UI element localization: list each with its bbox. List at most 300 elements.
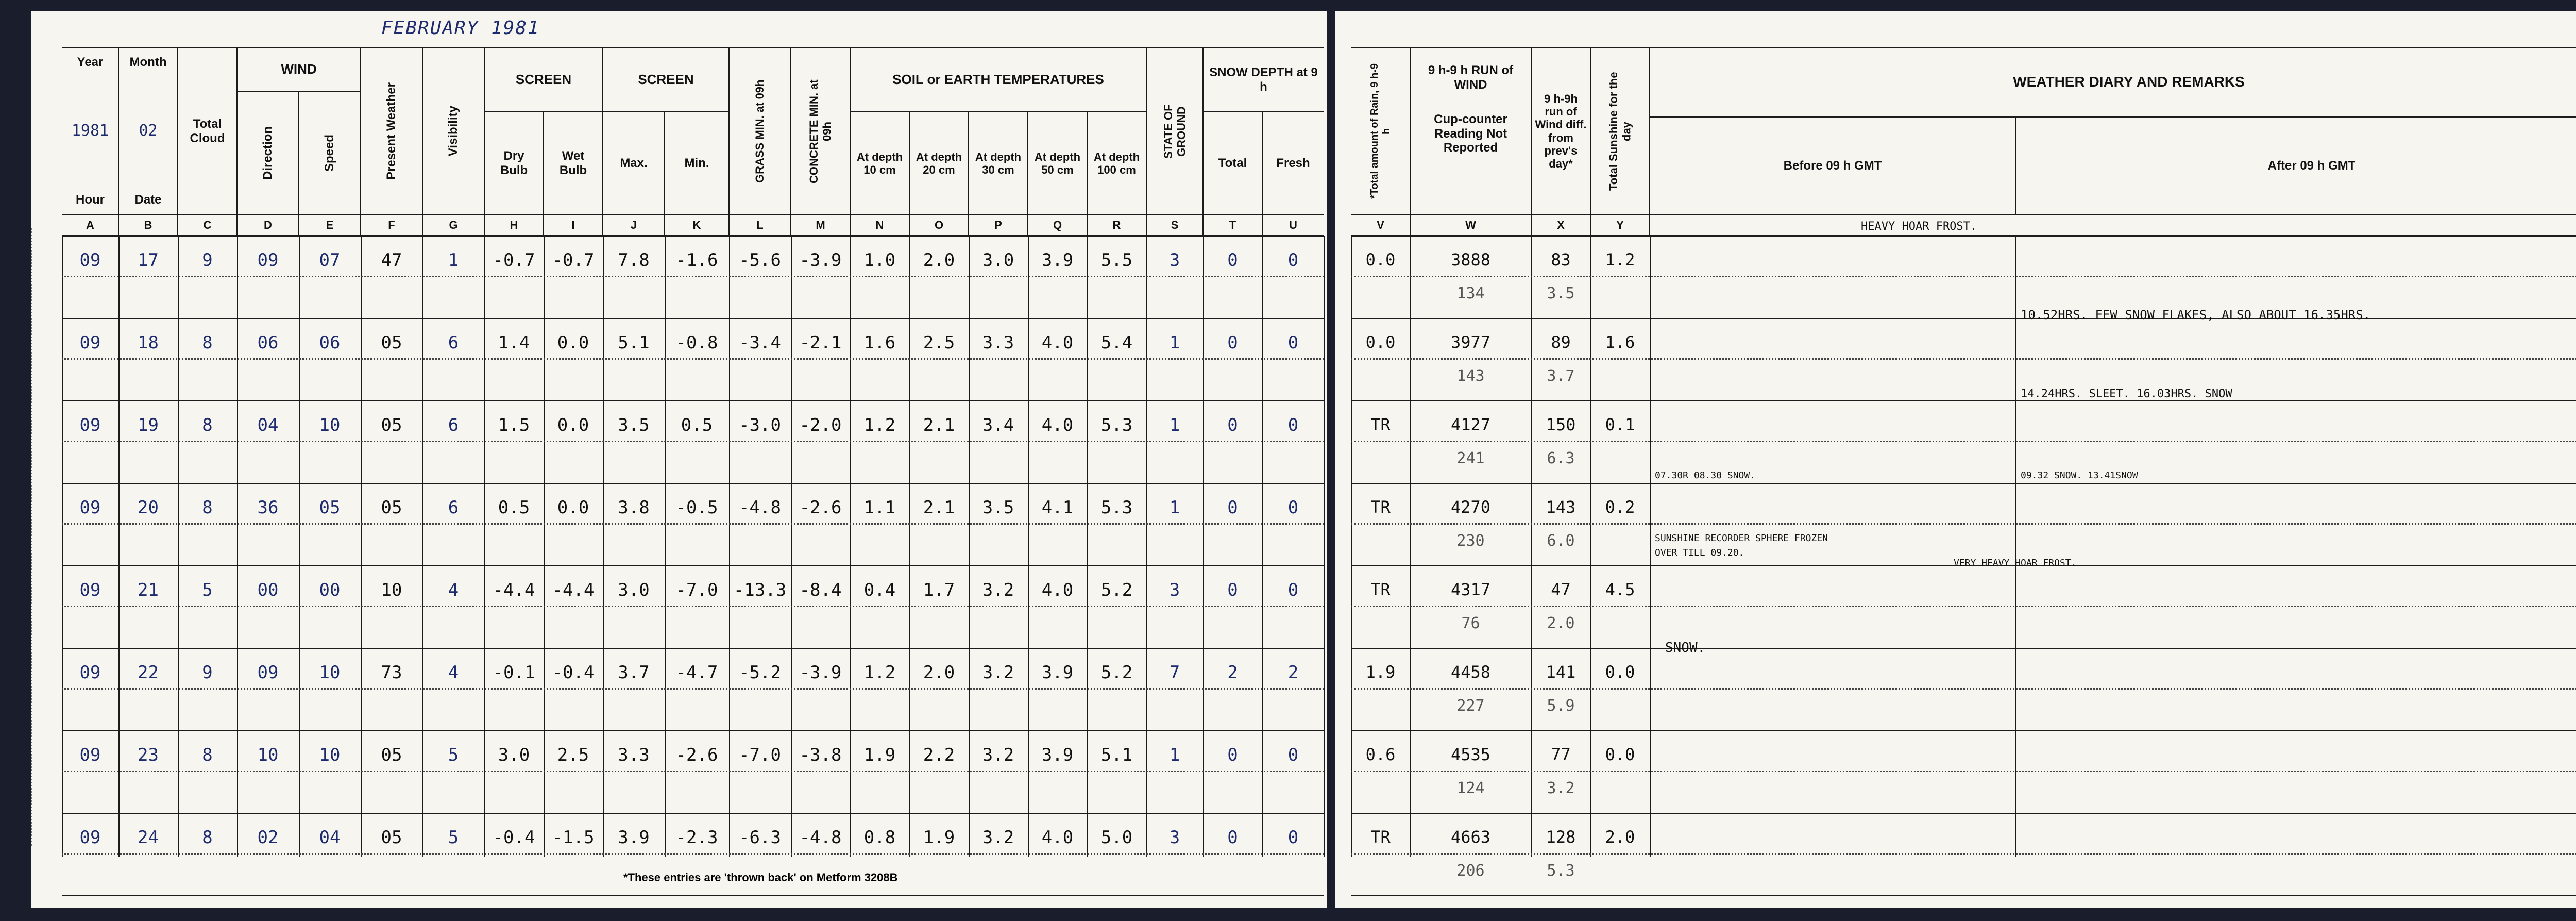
cell-value: 18 [138, 332, 159, 353]
cell-value: 09 [79, 415, 101, 436]
row-divider [62, 730, 1324, 731]
cell-value: 2.0 [923, 662, 955, 683]
dry-bulb-header [484, 112, 544, 215]
cell-value: 09 [79, 827, 101, 848]
summary-sub-value: 76 [1461, 614, 1480, 632]
remark-20-before: 07.30R 08.30 SNOW. [1655, 470, 1756, 481]
cell-value: 05 [381, 827, 402, 848]
cell-value: 3.9 [618, 827, 650, 848]
soil-depth-100-label: At depth 100 cm [1093, 150, 1140, 176]
cell-value: -0.7 [493, 250, 535, 271]
cell-value: 2.0 [923, 250, 955, 271]
cell-value: 00 [319, 580, 341, 600]
cell-value: -4.4 [552, 580, 595, 600]
cell-value: 5 [202, 580, 213, 600]
cell-value: 0.0 [557, 497, 589, 518]
wet-bulb-header [544, 112, 603, 215]
speed-label: Speed [323, 134, 337, 172]
row-dotted-line [1351, 358, 2576, 360]
cell-value: 1 [1169, 415, 1180, 436]
summary-value: 3888 [1450, 250, 1491, 270]
letter-row-blank [1650, 215, 2576, 236]
soil-depth-20-header [909, 112, 969, 215]
column-letter: U [1262, 215, 1324, 236]
wet-bulb-label: Wet Bulb [559, 149, 587, 177]
cell-value: -2.6 [675, 745, 718, 765]
column-letter: L [729, 215, 791, 236]
before-label: Before 09 h GMT [1783, 159, 1882, 173]
summary-sub-value: 3.7 [1547, 367, 1575, 385]
summary-value: 0.0 [1365, 250, 1396, 270]
cell-value: 8 [202, 745, 213, 765]
screen-group-header-1 [484, 47, 603, 112]
cell-value: 09 [79, 250, 101, 271]
cell-value: 0.8 [863, 827, 896, 848]
cell-value: 1.9 [863, 745, 896, 765]
summary-value: 1.6 [1605, 332, 1635, 352]
cell-value: 4.0 [1041, 415, 1074, 436]
summary-value: 0.0 [1365, 332, 1396, 352]
cell-value: 3.0 [618, 580, 650, 600]
summary-value: 150 [1546, 415, 1576, 434]
column-letter: O [909, 215, 969, 236]
cell-value: 47 [381, 250, 402, 271]
cell-value: 1.1 [863, 497, 896, 518]
wind-diff-header [1531, 47, 1590, 215]
cell-value: 8 [202, 827, 213, 848]
cup-counter-label: Cup-counter Reading Not Reported [1434, 112, 1507, 155]
cell-value: 1.2 [863, 415, 896, 436]
cell-value: 3.3 [618, 745, 650, 765]
cell-value: -4.8 [739, 497, 781, 518]
cell-value: -2.0 [799, 415, 842, 436]
left-ledger-page [31, 11, 1327, 908]
row-dotted-line [62, 523, 1324, 525]
cell-value: 0.5 [681, 415, 713, 436]
column-letter: N [850, 215, 909, 236]
after-label: After 09 h GMT [2267, 159, 2356, 173]
cell-value: 1 [448, 250, 459, 271]
cell-value: 5 [448, 745, 459, 765]
cell-value: 73 [381, 662, 402, 683]
row-divider [1351, 813, 2576, 814]
summary-value: 4317 [1450, 580, 1491, 599]
cell-value: -3.0 [739, 415, 781, 436]
summary-sub-value: 3.5 [1547, 284, 1575, 303]
summary-sub-value: 230 [1456, 532, 1485, 550]
cell-value: 0 [1227, 827, 1238, 848]
summary-value: 47 [1551, 580, 1571, 599]
cell-value: -7.0 [675, 580, 718, 600]
wind-run-label: 9 h-9 h RUN of WIND [1428, 63, 1514, 92]
cell-value: 04 [319, 827, 341, 848]
cell-value: -7.0 [739, 745, 781, 765]
present-weather-label: Present Weather [384, 82, 399, 180]
remark-21-after: VERY HEAVY HOAR FROST. [1954, 558, 2077, 568]
cell-value: 6 [448, 415, 459, 436]
month-label: Month [129, 55, 167, 69]
cell-value: -0.1 [493, 662, 535, 683]
dry-bulb-label: Dry Bulb [500, 149, 528, 177]
row-divider [62, 895, 1324, 896]
row-divider [62, 565, 1324, 566]
cell-value: 0 [1287, 250, 1299, 271]
direction-label: Direction [261, 126, 275, 180]
row-divider [1351, 318, 2576, 319]
cell-value: 3.8 [618, 497, 650, 518]
cell-value: -4.7 [675, 662, 718, 683]
cell-value: 3.7 [618, 662, 650, 683]
column-letter: R [1087, 215, 1146, 236]
cell-value: -13.3 [733, 580, 787, 600]
column-letter: I [544, 215, 603, 236]
wind-run-header [1410, 47, 1531, 215]
cell-value: 4 [448, 580, 459, 600]
column-letter: T [1203, 215, 1262, 236]
cell-value: 20 [138, 497, 159, 518]
min-header [665, 112, 729, 215]
visibility-header [422, 47, 484, 215]
summary-value: TR [1370, 580, 1391, 599]
cell-value: 05 [319, 497, 341, 518]
cell-value: 2.2 [923, 745, 955, 765]
summary-value: 89 [1551, 332, 1571, 352]
cell-value: -2.1 [799, 332, 842, 353]
date-label: Date [134, 193, 162, 207]
cell-value: -0.5 [675, 497, 718, 518]
summary-value: 4535 [1450, 745, 1491, 764]
summary-sub-value: 6.3 [1547, 449, 1575, 467]
cell-value: 9 [202, 250, 213, 271]
cell-value: 0 [1227, 745, 1238, 765]
snow-depth-group-header [1203, 47, 1324, 112]
cell-value: -3.9 [799, 662, 842, 683]
column-letter: F [361, 215, 422, 236]
after-header [2015, 117, 2576, 215]
summary-value: 3977 [1450, 332, 1491, 352]
remark-22-before: SNOW. [1665, 640, 1706, 656]
cell-value: 2 [1227, 662, 1238, 683]
summary-value: 4.5 [1605, 580, 1635, 599]
present-weather-header [361, 47, 422, 215]
cell-value: 8 [202, 415, 213, 436]
row-dotted-line [62, 688, 1324, 690]
cell-value: 0 [1287, 580, 1299, 600]
cell-value: -0.8 [675, 332, 718, 353]
summary-sub-value: 2.0 [1547, 614, 1575, 632]
summary-value: 0.0 [1605, 745, 1635, 764]
cell-value: 2.5 [557, 745, 589, 765]
cell-value: 2 [1287, 662, 1299, 683]
cell-value: 1.9 [923, 827, 955, 848]
summary-value: 1.9 [1365, 662, 1396, 682]
cell-value: -3.9 [799, 250, 842, 271]
cell-value: -4.8 [799, 827, 842, 848]
cell-value: 3 [1169, 580, 1180, 600]
column-letter: A [62, 215, 118, 236]
wind-group-header [237, 47, 361, 91]
summary-sub-value: 206 [1456, 862, 1485, 880]
cell-value: 1.7 [923, 580, 955, 600]
snow-total-header [1203, 112, 1262, 215]
cell-value: 3.2 [982, 662, 1014, 683]
cell-value: 7.8 [618, 250, 650, 271]
cell-value: 09 [79, 497, 101, 518]
cell-value: 10 [319, 415, 341, 436]
cell-value: 0 [1287, 497, 1299, 518]
cell-value: 3.2 [982, 745, 1014, 765]
screen-group-header-2 [603, 47, 729, 112]
row-dotted-line [62, 771, 1324, 772]
screen-label-2: SCREEN [638, 71, 694, 87]
year-value: 1981 [71, 122, 109, 140]
column-letter: Q [1028, 215, 1087, 236]
column-letter: D [237, 215, 299, 236]
row-divider [1351, 483, 2576, 484]
cell-value: 5.0 [1100, 827, 1133, 848]
cell-value: 3.2 [982, 580, 1014, 600]
column-letter: B [118, 215, 178, 236]
summary-value: 83 [1551, 250, 1571, 270]
cell-value: 07 [319, 250, 341, 271]
summary-sub-value: 227 [1456, 697, 1485, 715]
summary-sub-value: 6.0 [1547, 532, 1575, 550]
soil-depth-10-label: At depth 10 cm [856, 150, 903, 176]
soil-group-header [850, 47, 1146, 112]
column-letter: J [603, 215, 665, 236]
min-label: Min. [684, 156, 709, 171]
cell-value: 3.3 [982, 332, 1014, 353]
summary-sub-value: 124 [1456, 779, 1485, 797]
summary-value: 2.0 [1605, 827, 1635, 847]
cell-value: 24 [138, 827, 159, 848]
direction-header [237, 91, 299, 215]
cell-value: 3.9 [1041, 250, 1074, 271]
cell-value: 23 [138, 745, 159, 765]
cell-value: -0.4 [493, 827, 535, 848]
cell-value: 5.2 [1100, 662, 1133, 683]
summary-value: 0.1 [1605, 415, 1635, 434]
summary-value: 128 [1546, 827, 1576, 847]
cell-value: 1.5 [498, 415, 530, 436]
soil-depth-50-label: At depth 50 cm [1034, 150, 1081, 176]
soil-depth-50-header [1028, 112, 1087, 215]
soil-label: SOIL or EARTH TEMPERATURES [892, 71, 1104, 87]
footnote: *These entries are 'thrown back' on Metform 3208B [623, 871, 898, 884]
cell-value: 4.1 [1041, 497, 1074, 518]
row-divider [1351, 400, 2576, 401]
cell-value: 8 [202, 332, 213, 353]
cell-value: -3.4 [739, 332, 781, 353]
soil-depth-30-header [969, 112, 1028, 215]
cell-value: 19 [138, 415, 159, 436]
cell-value: 10 [257, 745, 279, 765]
cell-value: 0 [1227, 580, 1238, 600]
cell-value: 0 [1287, 827, 1299, 848]
remark-18-after: 10.52HRS. FEW SNOW FLAKES, ALSO ABOUT 16.35HRS. [2021, 308, 2371, 322]
cell-value: 3.2 [982, 827, 1014, 848]
cell-value: 0 [1287, 745, 1299, 765]
cell-value: 9 [202, 662, 213, 683]
soil-depth-100-header [1087, 112, 1146, 215]
cell-value: 4.0 [1041, 827, 1074, 848]
remark-17-after: HEAVY HOAR FROST. [1861, 220, 1977, 233]
cell-value: 05 [381, 332, 402, 353]
row-divider [62, 648, 1324, 649]
cell-value: -0.4 [552, 662, 595, 683]
cell-value: 5.2 [1100, 580, 1133, 600]
row-divider [1351, 895, 2576, 896]
before-header [1650, 117, 2015, 215]
cell-value: -6.3 [739, 827, 781, 848]
cell-value: 5.3 [1100, 497, 1133, 518]
summary-sub-value: 241 [1456, 449, 1485, 467]
remark-21-before-2: OVER TILL 09.20. [1655, 547, 1744, 558]
rain-label: *Total amount of Rain, 9 h-9 h [1368, 63, 1392, 199]
cell-value: 0 [1287, 415, 1299, 436]
cell-value: 5 [448, 827, 459, 848]
diary-group-header [1650, 47, 2576, 117]
cell-value: 4.0 [1041, 580, 1074, 600]
sunshine-label: Total Sunshine for the day [1607, 72, 1633, 191]
cell-value: 05 [381, 497, 402, 518]
wind-diff-label: 9 h-9h run of Wind diff. from prev's day* [1535, 92, 1587, 171]
cell-value: 2.1 [923, 415, 955, 436]
cell-value: 09 [79, 580, 101, 600]
cell-value: 1.4 [498, 332, 530, 353]
summary-value: 0.2 [1605, 497, 1635, 517]
cell-value: 09 [79, 332, 101, 353]
cell-value: 1.0 [863, 250, 896, 271]
state-of-ground-header [1146, 47, 1203, 215]
row-dotted-line [1351, 441, 2576, 442]
speed-header [299, 91, 361, 215]
cell-value: 8 [202, 497, 213, 518]
total-cloud-header [178, 47, 237, 215]
row-dotted-line [62, 853, 1324, 855]
row-dotted-line [1351, 523, 2576, 525]
remark-19-after: 14.24HRS. SLEET. 16.03HRS. SNOW [2021, 388, 2232, 400]
cell-value: 3 [1169, 827, 1180, 848]
summary-value: 4270 [1450, 497, 1491, 517]
month-header-cell [118, 47, 178, 215]
summary-value: TR [1370, 497, 1391, 517]
cell-value: 1.2 [863, 662, 896, 683]
cell-value: 0 [1227, 497, 1238, 518]
column-letter: P [969, 215, 1028, 236]
column-letter: Y [1590, 215, 1650, 236]
row-divider [62, 813, 1324, 814]
cell-value: 5.4 [1100, 332, 1133, 353]
grid-vline [2015, 236, 2016, 857]
summary-value: 1.2 [1605, 250, 1635, 270]
remark-20-after: 09.32 SNOW. 13.41SNOW [2021, 470, 2138, 481]
cell-value: 4 [448, 662, 459, 683]
cell-value: 2.1 [923, 497, 955, 518]
snow-total-label: Total [1218, 156, 1247, 171]
column-letter: E [299, 215, 361, 236]
summary-value: 4127 [1450, 415, 1491, 434]
row-dotted-line [62, 441, 1324, 442]
cell-value: -1.5 [552, 827, 595, 848]
summary-sub-value: 143 [1456, 367, 1485, 385]
cell-value: 02 [257, 827, 279, 848]
row-dotted-line [1351, 276, 2576, 277]
cell-value: 5.3 [1100, 415, 1133, 436]
remark-21-before-1: SUNSHINE RECORDER SPHERE FROZEN [1655, 533, 1828, 544]
cell-value: 0.0 [557, 332, 589, 353]
summary-value: 4458 [1450, 662, 1491, 682]
summary-sub-value: 5.9 [1547, 697, 1575, 715]
row-dotted-line [1351, 853, 2576, 855]
summary-sub-value: 3.2 [1547, 779, 1575, 797]
cell-value: -2.6 [799, 497, 842, 518]
summary-value: TR [1370, 827, 1391, 847]
column-letter: W [1410, 215, 1531, 236]
row-divider [1351, 730, 2576, 731]
snow-fresh-label: Fresh [1276, 156, 1310, 171]
cell-value: 17 [138, 250, 159, 271]
cell-value: -0.7 [552, 250, 595, 271]
cell-value: 0 [1227, 332, 1238, 353]
cell-value: 4.0 [1041, 332, 1074, 353]
row-dotted-line [62, 358, 1324, 360]
hour-label: Hour [76, 193, 105, 207]
summary-sub-value: 5.3 [1547, 862, 1575, 880]
cell-value: 5.1 [618, 332, 650, 353]
cell-value: -8.4 [799, 580, 842, 600]
cell-value: 0 [1287, 332, 1299, 353]
cell-value: 3.0 [498, 745, 530, 765]
sheet-title: FEBRUARY 1981 [381, 18, 540, 39]
rain-header [1351, 47, 1410, 215]
cell-value: 22 [138, 662, 159, 683]
cell-value: 0 [1227, 415, 1238, 436]
cell-value: 04 [257, 415, 279, 436]
row-dotted-line [1351, 771, 2576, 772]
soil-depth-30-label: At depth 30 cm [975, 150, 1022, 176]
cell-value: 09 [257, 662, 279, 683]
cell-value: -1.6 [675, 250, 718, 271]
grass-min-label: GRASS MIN. at 09h [753, 79, 767, 183]
column-letter: V [1351, 215, 1410, 236]
binding-margin-dots [31, 228, 40, 846]
summary-value: 4663 [1450, 827, 1491, 847]
row-divider [1351, 648, 2576, 649]
right-ledger-page [1335, 11, 2576, 908]
row-divider [62, 318, 1324, 319]
cell-value: 3.9 [1041, 662, 1074, 683]
cell-value: 6 [448, 332, 459, 353]
grid-top-line [1351, 236, 2576, 237]
concrete-min-label: CONCRETE MIN. at 09h [807, 79, 834, 183]
summary-value: 143 [1546, 497, 1576, 517]
cell-value: 3.5 [618, 415, 650, 436]
column-letter: K [665, 215, 729, 236]
cell-value: 09 [79, 745, 101, 765]
cell-value: 0.4 [863, 580, 896, 600]
wind-label: WIND [281, 61, 317, 77]
summary-value: 141 [1546, 662, 1576, 682]
cell-value: 7 [1169, 662, 1180, 683]
cell-value: 10 [319, 745, 341, 765]
cell-value: 36 [257, 497, 279, 518]
snow-fresh-header [1262, 112, 1324, 215]
soil-depth-10-header [850, 112, 909, 215]
cell-value: -3.8 [799, 745, 842, 765]
cell-value: 5.5 [1100, 250, 1133, 271]
grid-top-line [62, 236, 1324, 237]
